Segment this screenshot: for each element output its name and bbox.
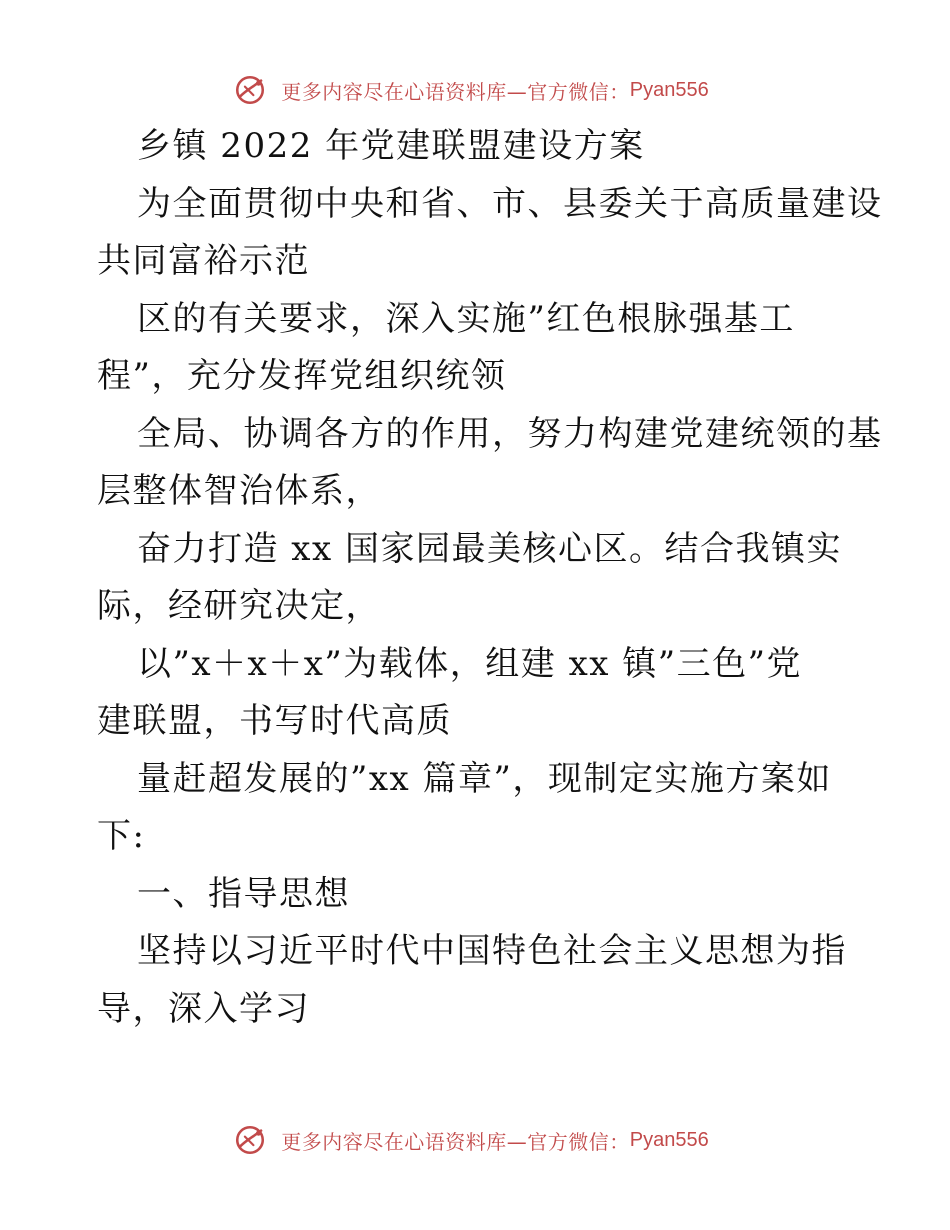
brand-logo-icon	[233, 1123, 267, 1157]
paragraph-line: 层整体智治体系，	[97, 471, 381, 511]
document-body	[97, 118, 883, 1038]
paragraph-line: 奋力打造 xx 国家园最美核心区。结合我镇实	[137, 528, 842, 569]
paragraph-line: 坚持以习近平时代中国特色社会主义思想为指	[137, 931, 847, 971]
watermark-wechat-id: Pyan556	[629, 1128, 709, 1151]
paragraph-line: 下:	[97, 816, 146, 856]
paragraph-line: 建联盟，书写时代高质	[97, 701, 452, 741]
paragraph-line: 际，经研究决定，	[97, 586, 381, 626]
watermark-text: 更多内容尽在心语资料库—官方微信：	[281, 79, 630, 104]
paragraph-line: 以”x＋x＋x”为载体，组建 xx 镇”三色”党	[137, 643, 803, 684]
header-watermark	[0, 70, 950, 110]
brand-logo-icon	[233, 73, 267, 107]
paragraph-line: 共同富裕示范	[97, 241, 310, 281]
paragraph-line: 导，深入学习	[97, 988, 310, 1029]
paragraph-line: 为全面贯彻中央和省、市、县委关于高质量建设	[137, 183, 883, 224]
watermark-wechat-id: Pyan556	[629, 78, 709, 101]
footer-watermark	[0, 1120, 950, 1160]
paragraph-line: 量赶超发展的”xx 篇章”，现制定实施方案如	[137, 758, 832, 799]
paragraph-line: 程”，充分发挥党组织统领	[97, 356, 507, 396]
paragraph-line: 全局、协调各方的作用，努力构建党建统领的基	[137, 413, 883, 454]
section-heading: 一、指导思想	[137, 873, 350, 914]
document-title: 乡镇 2022 年党建联盟建设方案	[137, 126, 645, 166]
paragraph-line: 区的有关要求，深入实施”红色根脉强基工	[137, 298, 795, 339]
watermark-text: 更多内容尽在心语资料库—官方微信：	[281, 1129, 630, 1154]
